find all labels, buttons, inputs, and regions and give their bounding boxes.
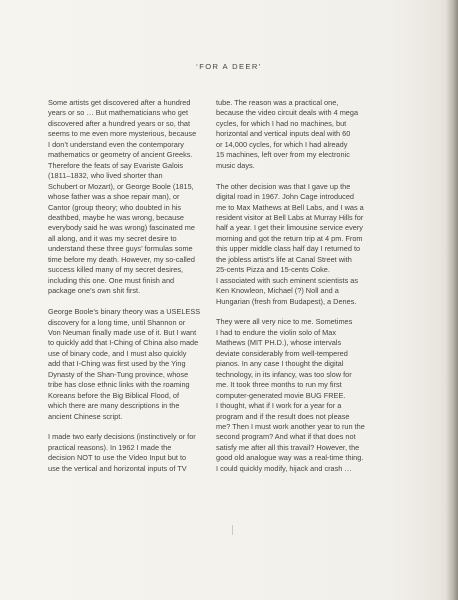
paragraph-text: George Boole’s binary theory was a USELESS discovery for a long time, until Shannon or Von Neuman finally made use of it. But I want to quickly add that I-Ching of China also made use of binary code, and I must also quickly add that I-Ching was first used by the Ying Dynasty of the Shan-Tung province, whose tribe has close ethnic links with the roaming Koreans before the Big Biblical Flood, of which there are many descriptions in the ancient Chinese script. [48, 307, 201, 421]
page-mark [232, 525, 233, 535]
paragraph-text: tube. The reason was a practical one, because the video circuit deals with 4 mega cycles, for which I had no machines, but horizontal and vertical inputs deal with 60 or 14,000 cycles, for which I had already 15 machines, left over from my electronic music days. [216, 98, 359, 170]
right-text-column [216, 98, 394, 485]
paragraph-text: The other decision was that I gave up the digital road in 1967. John Cage introduced me to Max Mathews at Bell Labs, and I was a resident visitor at Bell Labs at Murray Hills for half a year. I get their limousine service every morning and got the return trip at 4 pm. From this upper middle class half day I returned to the jobless artist’s life at Canal Street with 25-cents Pizza and 15-cents Coke. I associated with such eminent scientists as Ken Knowleon, Michael (?) Noll and a Hungarian (fresh from Budapest), a Denes. [216, 181, 364, 306]
paragraph-text: Some artists get discovered after a hundred years or so … But mathematicians who get discovered after a hundred years or so, that seems to me even more mysterious, because I don’t understand even the contemporary mathematics or geometry of ancient Greeks. Therefore the feats of say Evariste Galois (1811–1832, who lived shorter than Schubert or Mozart), or George Boole (1815, whose father was a shoe repair man), or Cantor (group theory; who doubted in his deathbed, maybe he was wrong, because everybody said he was wrong) fascinated me all along, and it was my secret desire to understand these three guys’ formulas some time before my death. However, my so-called success killed many of my secret desires, including this one. One must finish and package one’s own shit first. [48, 98, 197, 296]
paragraph-text: They were all very nice to me. Sometimes I had to endure the violin solo of Max Mathews (MIT PH.D.), whose intervals deviate considerably from well-tempered pianos. In any case I thought the digital technology, in its infancy, was too slow for me. It took three months to run my first computer-generated movie BUG FREE. I thought, what if I work for a year for a program and if the result does not please me? Then I must work another year to run the second program? And what if that does not satisfy me after all this travail? However, the good old analogue way was a real-time thing. I could quickly modify, hijack and crash … [216, 317, 365, 473]
paragraph-text: I made two early decisions (instinctively or for practical reasons). In 1962 I made the decision NOT to use the Video Input but to use the vertical and horizontal inputs of TV [48, 432, 196, 473]
page-title: ‘FOR A DEER’ [196, 62, 262, 71]
left-text-column [48, 98, 226, 485]
page-binding-shadow [446, 0, 458, 600]
